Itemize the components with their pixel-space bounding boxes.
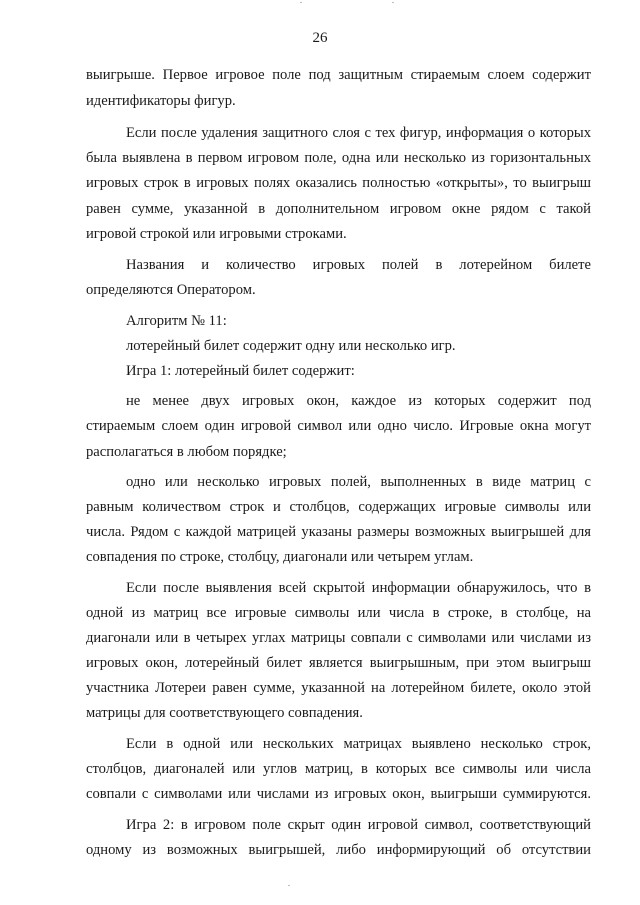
text-line: была выявлена в первом игровом поле, одна или несколько из горизонтальных <box>86 150 591 166</box>
text-line: столбцов, диагоналей или углов матриц, в которых все символы или числа <box>86 761 591 777</box>
text-line: Игра 2: в игровом поле скрыт один игровой символ, соответствующий <box>126 817 591 833</box>
text-line: идентификаторы фигур. <box>86 93 236 109</box>
text-line: Алгоритм № 11: <box>126 313 227 329</box>
text-line: Если после выявления всей скрытой информации обнаружилось, что в <box>126 580 591 596</box>
text-line: Если после удаления защитного слоя с тех фигур, информация о которых <box>126 125 591 141</box>
text-line: участника Лотереи равен сумме, указанной на лотерейном билете, около этой <box>86 680 591 696</box>
text-line: стираемым слоем один игровой символ или одно число. Игровые окна могут <box>86 418 591 434</box>
scan-speck <box>392 2 394 3</box>
text-line: располагаться в любом порядке; <box>86 444 287 460</box>
text-line: выигрыше. Первое игровое поле под защитным стираемым слоем содержит <box>86 67 591 83</box>
text-line: равным количеством строк и столбцов, содержащих игровые символы или <box>86 499 591 515</box>
text-line: равен сумме, указанной в дополнительном игровом окне рядом с такой <box>86 201 591 217</box>
text-line: Названия и количество игровых полей в лотерейном билете <box>126 257 591 273</box>
text-line: не менее двух игровых окон, каждое из которых содержит под <box>126 393 591 409</box>
text-line: совпали с символами или числами из игровых окон, выигрыши суммируются. <box>86 786 591 802</box>
scan-speck <box>300 2 302 3</box>
text-line: матрицы для соответствующего совпадения. <box>86 705 363 721</box>
text-line: совпадения по строке, столбцу, диагонали или четырем углам. <box>86 549 474 565</box>
text-line: Игра 1: лотерейный билет содержит: <box>126 363 355 379</box>
text-line: числа. Рядом с каждой матрицей указаны размеры возможных выигрышей для <box>86 524 591 540</box>
text-line: определяются Оператором. <box>86 282 256 298</box>
scan-speck <box>288 885 290 886</box>
text-line: игровой строкой или игровыми строками. <box>86 226 347 242</box>
text-line: одно или несколько игровых полей, выполненных в виде матриц с <box>126 474 591 490</box>
text-line: лотерейный билет содержит одну или несколько игр. <box>126 338 456 354</box>
text-line: одной из матриц все игровые символы или числа в строке, в столбце, на <box>86 605 591 621</box>
text-line: Если в одной или нескольких матрицах выявлено несколько строк, <box>126 736 591 752</box>
text-line: диагонали или в четырех углах матрицы совпали с символами или числами из <box>86 630 591 646</box>
text-line: игровых строк в игровых полях оказались полностью «открыты», то выигрыш <box>86 175 591 191</box>
text-line: одному из возможных выигрышей, либо информирующий об отсутствии <box>86 842 591 858</box>
text-line: игровых окон, лотерейный билет является выигрышным, при этом выигрыш <box>86 655 591 671</box>
page-number: 26 <box>312 30 328 46</box>
